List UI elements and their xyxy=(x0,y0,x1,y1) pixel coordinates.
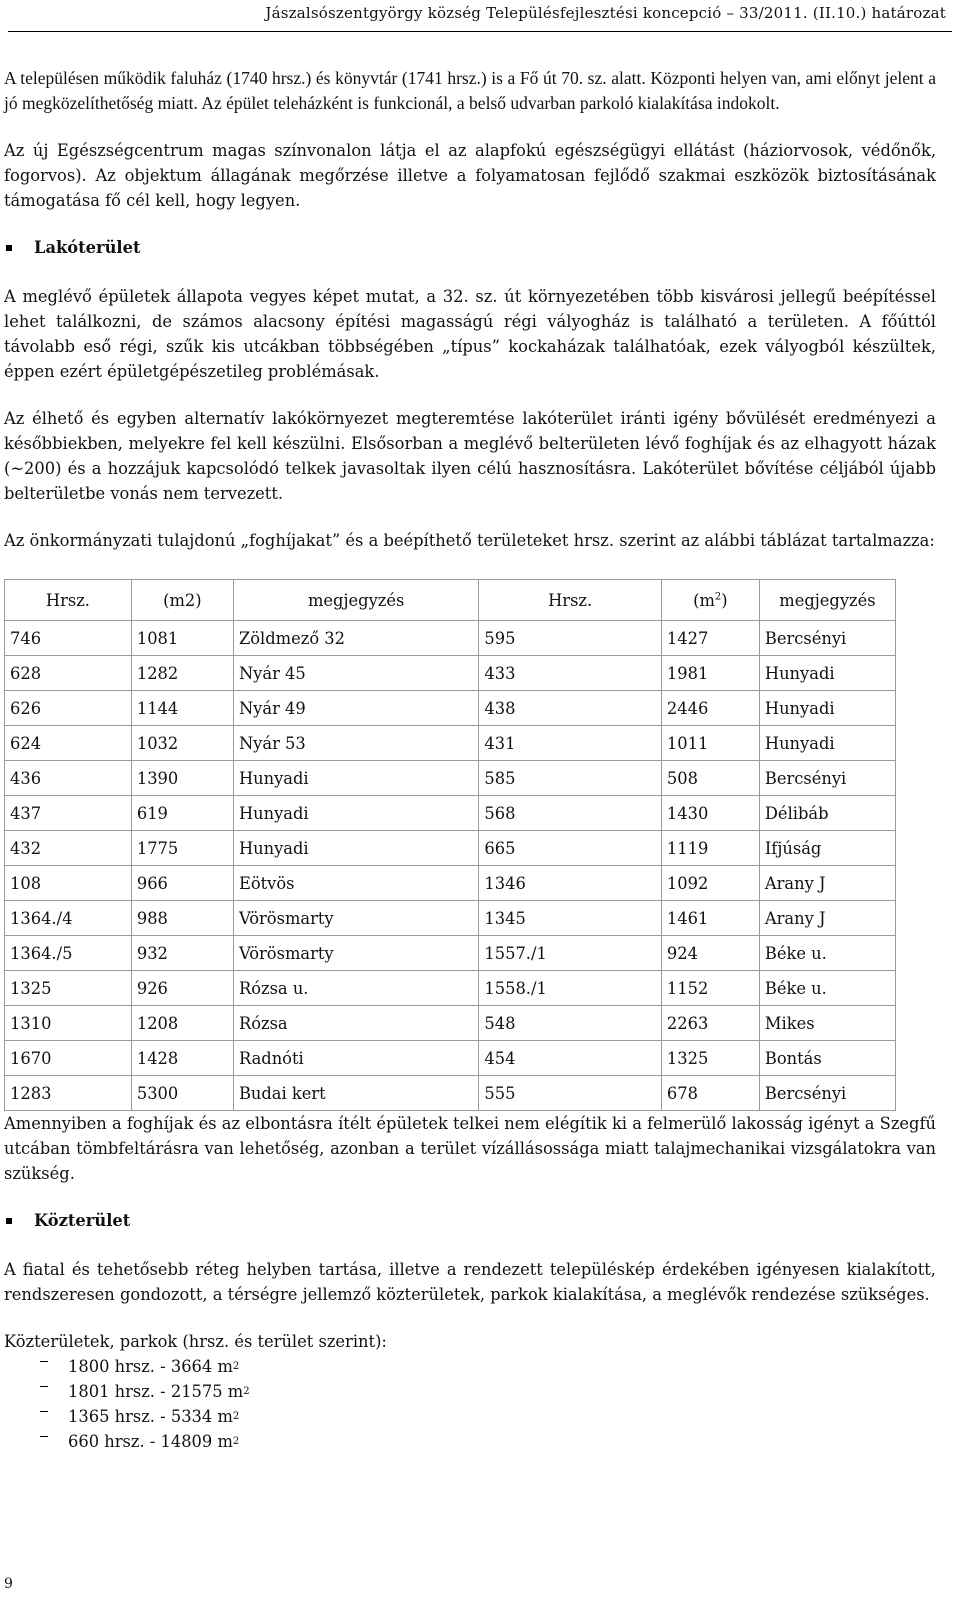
table-cell: 5300 xyxy=(131,1076,233,1111)
list-item: 660 hrsz. - 14809 m 2 xyxy=(4,1429,936,1454)
table-cell: 1325 xyxy=(5,971,132,1006)
table-cell: 433 xyxy=(479,656,662,691)
table-cell: 1981 xyxy=(661,656,759,691)
table-cell: 1670 xyxy=(5,1041,132,1076)
table-cell: 1427 xyxy=(661,621,759,656)
table-cell: 432 xyxy=(5,831,132,866)
header-cell: (m2) xyxy=(131,580,233,621)
table-cell: 1144 xyxy=(131,691,233,726)
table-cell: 1325 xyxy=(661,1041,759,1076)
table-cell: 1557./1 xyxy=(479,936,662,971)
table-cell: 1092 xyxy=(661,866,759,901)
table-cell: Hunyadi xyxy=(233,831,478,866)
table-cell: 568 xyxy=(479,796,662,831)
parks-list xyxy=(4,1354,936,1454)
park-entry-text: 1801 hrsz. - 21575 m xyxy=(68,1382,244,1401)
table-cell: Mikes xyxy=(759,1006,895,1041)
header-cell: Hrsz. xyxy=(479,580,662,621)
table-cell: Zöldmező 32 xyxy=(233,621,478,656)
table-cell: 624 xyxy=(5,726,132,761)
table-header-row xyxy=(5,580,896,621)
table-cell: Rózsa u. xyxy=(233,971,478,1006)
table-cell: 1032 xyxy=(131,726,233,761)
table-cell: 2263 xyxy=(661,1006,759,1041)
table-cell: 1346 xyxy=(479,866,662,901)
table-cell: 1282 xyxy=(131,656,233,691)
section-heading-lakoterulet xyxy=(4,235,936,260)
header-title: Jászalsószentgyörgy község Településfejlesztési koncepció – 33/2011. (II.10.) határozat xyxy=(265,4,946,22)
table-cell: Budai kert xyxy=(233,1076,478,1111)
paragraph-egeszsegcentrum: Az új Egészségcentrum magas színvonalon látja el az alapfokú egészségügyi ellátást (háziorvosok, védőnők, fogorvos). Az objektum állagának megőrzése illetve a folyamatosan fejlődő szakmai eszközök biztosításának támogatása fő cél kell, hogy legyen. xyxy=(4,141,936,210)
table-cell: 508 xyxy=(661,761,759,796)
table-row xyxy=(5,936,896,971)
table-row xyxy=(5,901,896,936)
table-cell: 1152 xyxy=(661,971,759,1006)
table-cell: Ifjúság xyxy=(759,831,895,866)
table-cell: 1430 xyxy=(661,796,759,831)
list-item: 1365 hrsz. - 5334 m 2 xyxy=(4,1404,936,1429)
table-cell: 1390 xyxy=(131,761,233,796)
table-cell: Vörösmarty xyxy=(233,936,478,971)
header-rule xyxy=(8,31,952,32)
table-cell: Hunyadi xyxy=(233,761,478,796)
table-cell: Vörösmarty xyxy=(233,901,478,936)
square-bullet-icon xyxy=(6,245,12,251)
table-cell: Hunyadi xyxy=(759,726,895,761)
table-cell: 436 xyxy=(5,761,132,796)
header-cell: Hrsz. xyxy=(5,580,132,621)
park-entry-text: 660 hrsz. - 14809 m xyxy=(68,1432,233,1451)
paragraph-faluhaz: A településen működik faluház (1740 hrsz.) és könyvtár (1741 hrsz.) is a Fő út 70. sz. alatt. Központi helyen van, ami előnyt jelent a jó megközelíthetőség miatt. Az épület teleházként is funkcionál, a belső udvarban parkoló kialakítása indokolt. xyxy=(4,68,936,113)
table-cell: 924 xyxy=(661,936,759,971)
table-row xyxy=(5,621,896,656)
table-cell: 1119 xyxy=(661,831,759,866)
table-cell: 2446 xyxy=(661,691,759,726)
table-cell: 1428 xyxy=(131,1041,233,1076)
square-bullet-icon xyxy=(6,1218,12,1224)
table-cell: 1461 xyxy=(661,901,759,936)
table-cell: 1558./1 xyxy=(479,971,662,1006)
table-cell: 665 xyxy=(479,831,662,866)
park-entry-text: 1800 hrsz. - 3664 m xyxy=(68,1357,233,1376)
header-cell: $(m^2)$ xyxy=(661,580,759,621)
table-row xyxy=(5,1006,896,1041)
paragraph-szegfu-utca: Amennyiben a foghíjak és az elbontásra ítélt épületek telkei nem elégítik ki a felmerülő lakosság igényt a Szegfű utcában tömbfeltárásra van lehetőség, azonban a terület vízállásossága miatt talajmechanikai vizsgálatokra van szükség. xyxy=(4,1114,936,1183)
paragraph-foghijak-intro: Az önkormányzati tulajdonú „foghíjakat” és a beépíthető területeket hrsz. szerint az alábbi táblázat tartalmazza: xyxy=(4,531,935,550)
table-cell: 678 xyxy=(661,1076,759,1111)
table-cell: 454 xyxy=(479,1041,662,1076)
section-heading-label: Közterület xyxy=(34,1211,131,1230)
table-cell: Bercsényi xyxy=(759,621,895,656)
table-cell: Eötvös xyxy=(233,866,478,901)
table-cell: 626 xyxy=(5,691,132,726)
document-body xyxy=(4,66,936,1454)
table-cell: 1283 xyxy=(5,1076,132,1111)
table-cell: 1011 xyxy=(661,726,759,761)
table-cell: Arany J xyxy=(759,901,895,936)
table-cell: 1081 xyxy=(131,621,233,656)
table-cell: 1345 xyxy=(479,901,662,936)
table-cell: Délibáb xyxy=(759,796,895,831)
header-cell: megjegyzés xyxy=(759,580,895,621)
section-heading-kozterulet xyxy=(4,1208,936,1233)
park-entry-text: 1365 hrsz. - 5334 m xyxy=(68,1407,233,1426)
table-row xyxy=(5,726,896,761)
table-cell: Rózsa xyxy=(233,1006,478,1041)
table-cell: Bercsényi xyxy=(759,761,895,796)
dash-bullet-icon xyxy=(40,1436,48,1437)
table-cell: 932 xyxy=(131,936,233,971)
table-cell: 595 xyxy=(479,621,662,656)
list-item: 1801 hrsz. - 21575 m 2 xyxy=(4,1379,936,1404)
table-cell: Hunyadi xyxy=(759,691,895,726)
table-cell: 746 xyxy=(5,621,132,656)
table-cell: Nyár 53 xyxy=(233,726,478,761)
table-cell: 1310 xyxy=(5,1006,132,1041)
table-row xyxy=(5,691,896,726)
table-cell: 628 xyxy=(5,656,132,691)
table-row xyxy=(5,1041,896,1076)
table-row xyxy=(5,831,896,866)
table-cell: Hunyadi xyxy=(759,656,895,691)
table-cell: 1775 xyxy=(131,831,233,866)
paragraph-fiatal-reteg: A fiatal és tehetősebb réteg helyben tartása, illetve a rendezett településkép érdekében igényesen kialakított, rendszeresen gondozott, a térségre jellemző közterületek, parkok kialakítása, a meglévők rendezése szükséges. xyxy=(4,1260,936,1304)
table-cell: 1208 xyxy=(131,1006,233,1041)
page-number: 9 xyxy=(4,1576,13,1592)
table-row xyxy=(5,1076,896,1111)
page-header xyxy=(0,0,960,38)
paragraph-lakokornyezet: Az élhető és egyben alternatív lakókörnyezet megteremtése lakóterület iránti igény bővülését eredményezi a későbbiekben, melyekre fel kell készülni. Elsősorban a meglévő belterületen lévő foghíjak és az elhagyott házak (~200) és a hozzájuk kapcsolódó telkek javasoltak ilyen célú hasznosításra. Lakóterület bővítése céljából újabb belterületbe vonás nem tervezett. xyxy=(4,409,936,503)
table-cell: Arany J xyxy=(759,866,895,901)
table-cell: Nyár 49 xyxy=(233,691,478,726)
table-cell: Bontás xyxy=(759,1041,895,1076)
table-cell: 619 xyxy=(131,796,233,831)
table-cell: Bercsényi xyxy=(759,1076,895,1111)
dash-bullet-icon xyxy=(40,1411,48,1412)
section-heading-label: Lakóterület xyxy=(34,238,141,257)
header-cell: megjegyzés xyxy=(233,580,478,621)
table-cell: Radnóti xyxy=(233,1041,478,1076)
table-cell: 555 xyxy=(479,1076,662,1111)
table-cell: Hunyadi xyxy=(233,796,478,831)
table-row xyxy=(5,971,896,1006)
foghijak-table xyxy=(4,579,896,1111)
table-cell: 1364./5 xyxy=(5,936,132,971)
table-row xyxy=(5,761,896,796)
table-row xyxy=(5,796,896,831)
table-cell: 988 xyxy=(131,901,233,936)
dash-bullet-icon xyxy=(40,1361,48,1362)
table-cell: Béke u. xyxy=(759,971,895,1006)
table-cell: 437 xyxy=(5,796,132,831)
dash-bullet-icon xyxy=(40,1386,48,1387)
table-cell: 548 xyxy=(479,1006,662,1041)
table-cell: 438 xyxy=(479,691,662,726)
table-cell: 108 xyxy=(5,866,132,901)
table-cell: Béke u. xyxy=(759,936,895,971)
table-cell: 1364./4 xyxy=(5,901,132,936)
table-cell: 966 xyxy=(131,866,233,901)
table-cell: 431 xyxy=(479,726,662,761)
table-row xyxy=(5,656,896,691)
table-cell: 585 xyxy=(479,761,662,796)
table-row xyxy=(5,866,896,901)
table-cell: 926 xyxy=(131,971,233,1006)
list-item: 1800 hrsz. - 3664 m 2 xyxy=(4,1354,936,1379)
table-cell: Nyár 45 xyxy=(233,656,478,691)
paragraph-epuletek-allapota: A meglévő épületek állapota vegyes képet mutat, a 32. sz. út környezetében több kisvárosi jellegű beépítéssel lehet találkozni, de számos alacsony építési magasságú régi vályogház is található a területen. A főúttól távolabb eső régi, szűk kis utcákban többségében „típus” kockaházak találhatóak, ezek vályogból készültek, éppen ezért épületgépészetileg problémásak. xyxy=(4,287,936,381)
paragraph-parkok-intro: Közterületek, parkok (hrsz. és terület szerint): xyxy=(4,1332,387,1351)
